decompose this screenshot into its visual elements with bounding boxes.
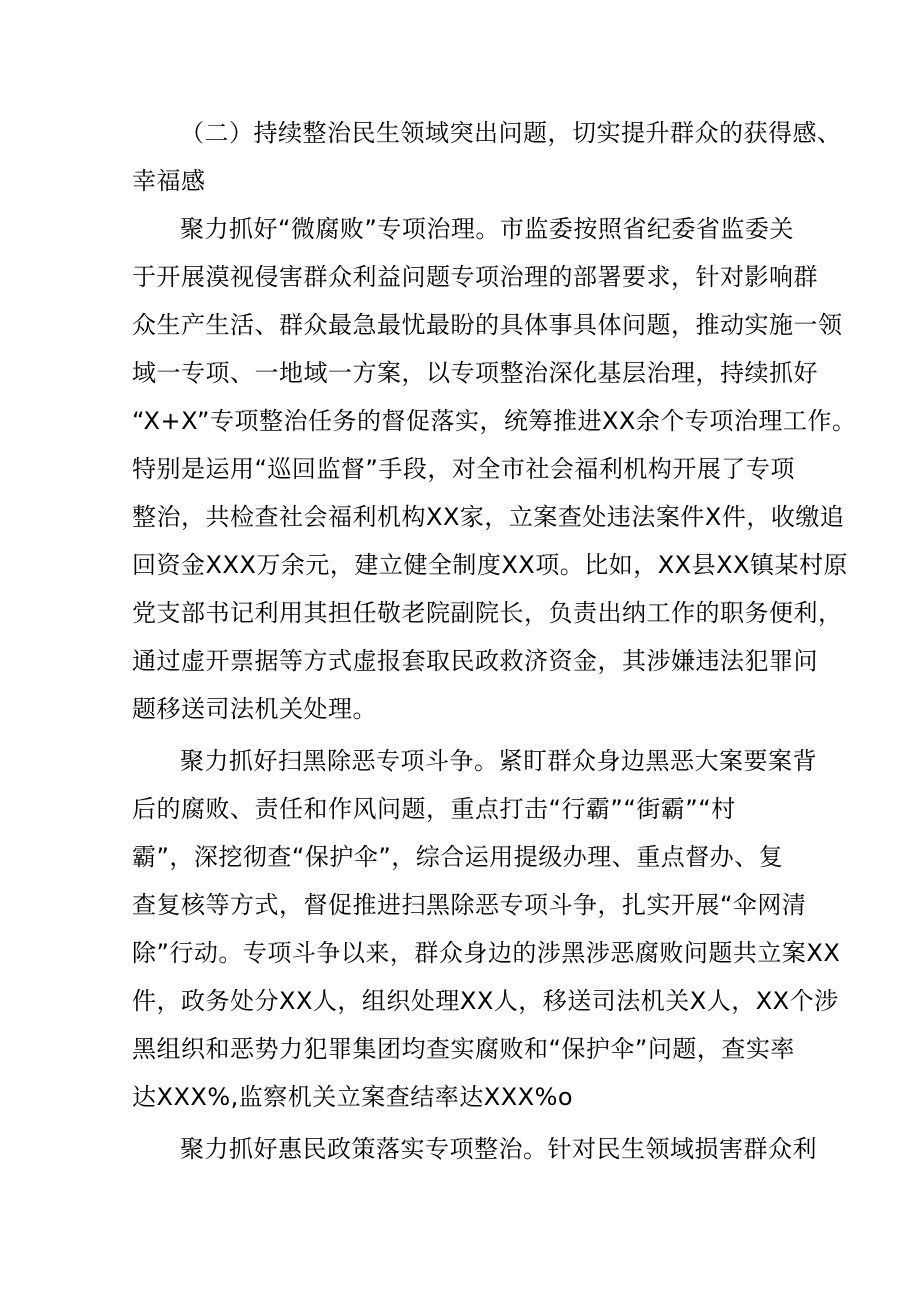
paragraph-2-line: 聚力抓好扫黑除恶专项斗争。紧盯群众身边黑恶大案要案背 xyxy=(180,747,817,775)
paragraph-1-line: 特别是运用“巡回监督”手段，对全市社会福利机构开展了专项 xyxy=(132,455,795,483)
section-heading-line-2: 幸福感 xyxy=(132,167,206,195)
paragraph-1-line: “X+X”专项整治任务的督促落实，统筹推进XX余个专项治理工作。 xyxy=(132,407,857,435)
paragraph-1-line: 域一专项、一地域一方案，以专项整治深化基层治理，持续抓好 xyxy=(132,359,818,387)
paragraph-1-line: 题移送司法机关处理。 xyxy=(132,695,377,723)
paragraph-1-line: 于开展漠视侵害群众利益问题专项治理的部署要求，针对影响群 xyxy=(132,263,818,291)
paragraph-2-line: 件，政务处分XX人，组织处理XX人，移送司法机关X人，XX个涉 xyxy=(132,987,839,1015)
paragraph-2-line: 达XXX%,监察机关立案查结率达XXX%o xyxy=(132,1083,574,1111)
paragraph-1-line: 通过虚开票据等方式虚报套取民政救济资金，其涉嫌违法犯罪问 xyxy=(132,647,818,675)
paragraph-1-line: 回资金XXX万余元，建立健全制度XX项。比如，XX县XX镇某村原 xyxy=(132,551,848,579)
section-heading-line-1: （二）持续整治民生领域突出问题，切实提升群众的获得感、 xyxy=(180,119,842,147)
paragraph-2-line: 除”行动。专项斗争以来，群众身边的涉黑涉恶腐败问题共立案XX xyxy=(132,939,841,967)
paragraph-2-line: 后的腐败、责任和作风问题，重点打击“行霸”“街霸”“村 xyxy=(132,795,736,823)
paragraph-2-line: 黑组织和恶势力犯罪集团均查实腐败和“保护伞”问题，查实率 xyxy=(132,1035,795,1063)
paragraph-1-line: 党支部书记利用其担任敬老院副院长，负责出纳工作的职务便利， xyxy=(132,599,843,627)
paragraph-2-line: 查复核等方式，督促推进扫黑除恶专项斗争，扎实开展“伞网清 xyxy=(132,891,807,919)
paragraph-1-line: 众生产生活、群众最急最忧最盼的具体事具体问题，推动实施一领 xyxy=(132,311,843,339)
paragraph-1-line: 整治，共检查社会福利机构XX家，立案查处违法案件X件，收缴追 xyxy=(132,503,845,531)
paragraph-2-line: 霸”，深挖彻查“保护伞”，综合运用提级办理、重点督办、复 xyxy=(132,843,784,871)
paragraph-3-line: 聚力抓好惠民政策落实专项整治。针对民生领域损害群众利 xyxy=(180,1135,817,1163)
paragraph-1-line: 聚力抓好“微腐败”专项治理。市监委按照省纪委省监委关 xyxy=(180,215,794,243)
